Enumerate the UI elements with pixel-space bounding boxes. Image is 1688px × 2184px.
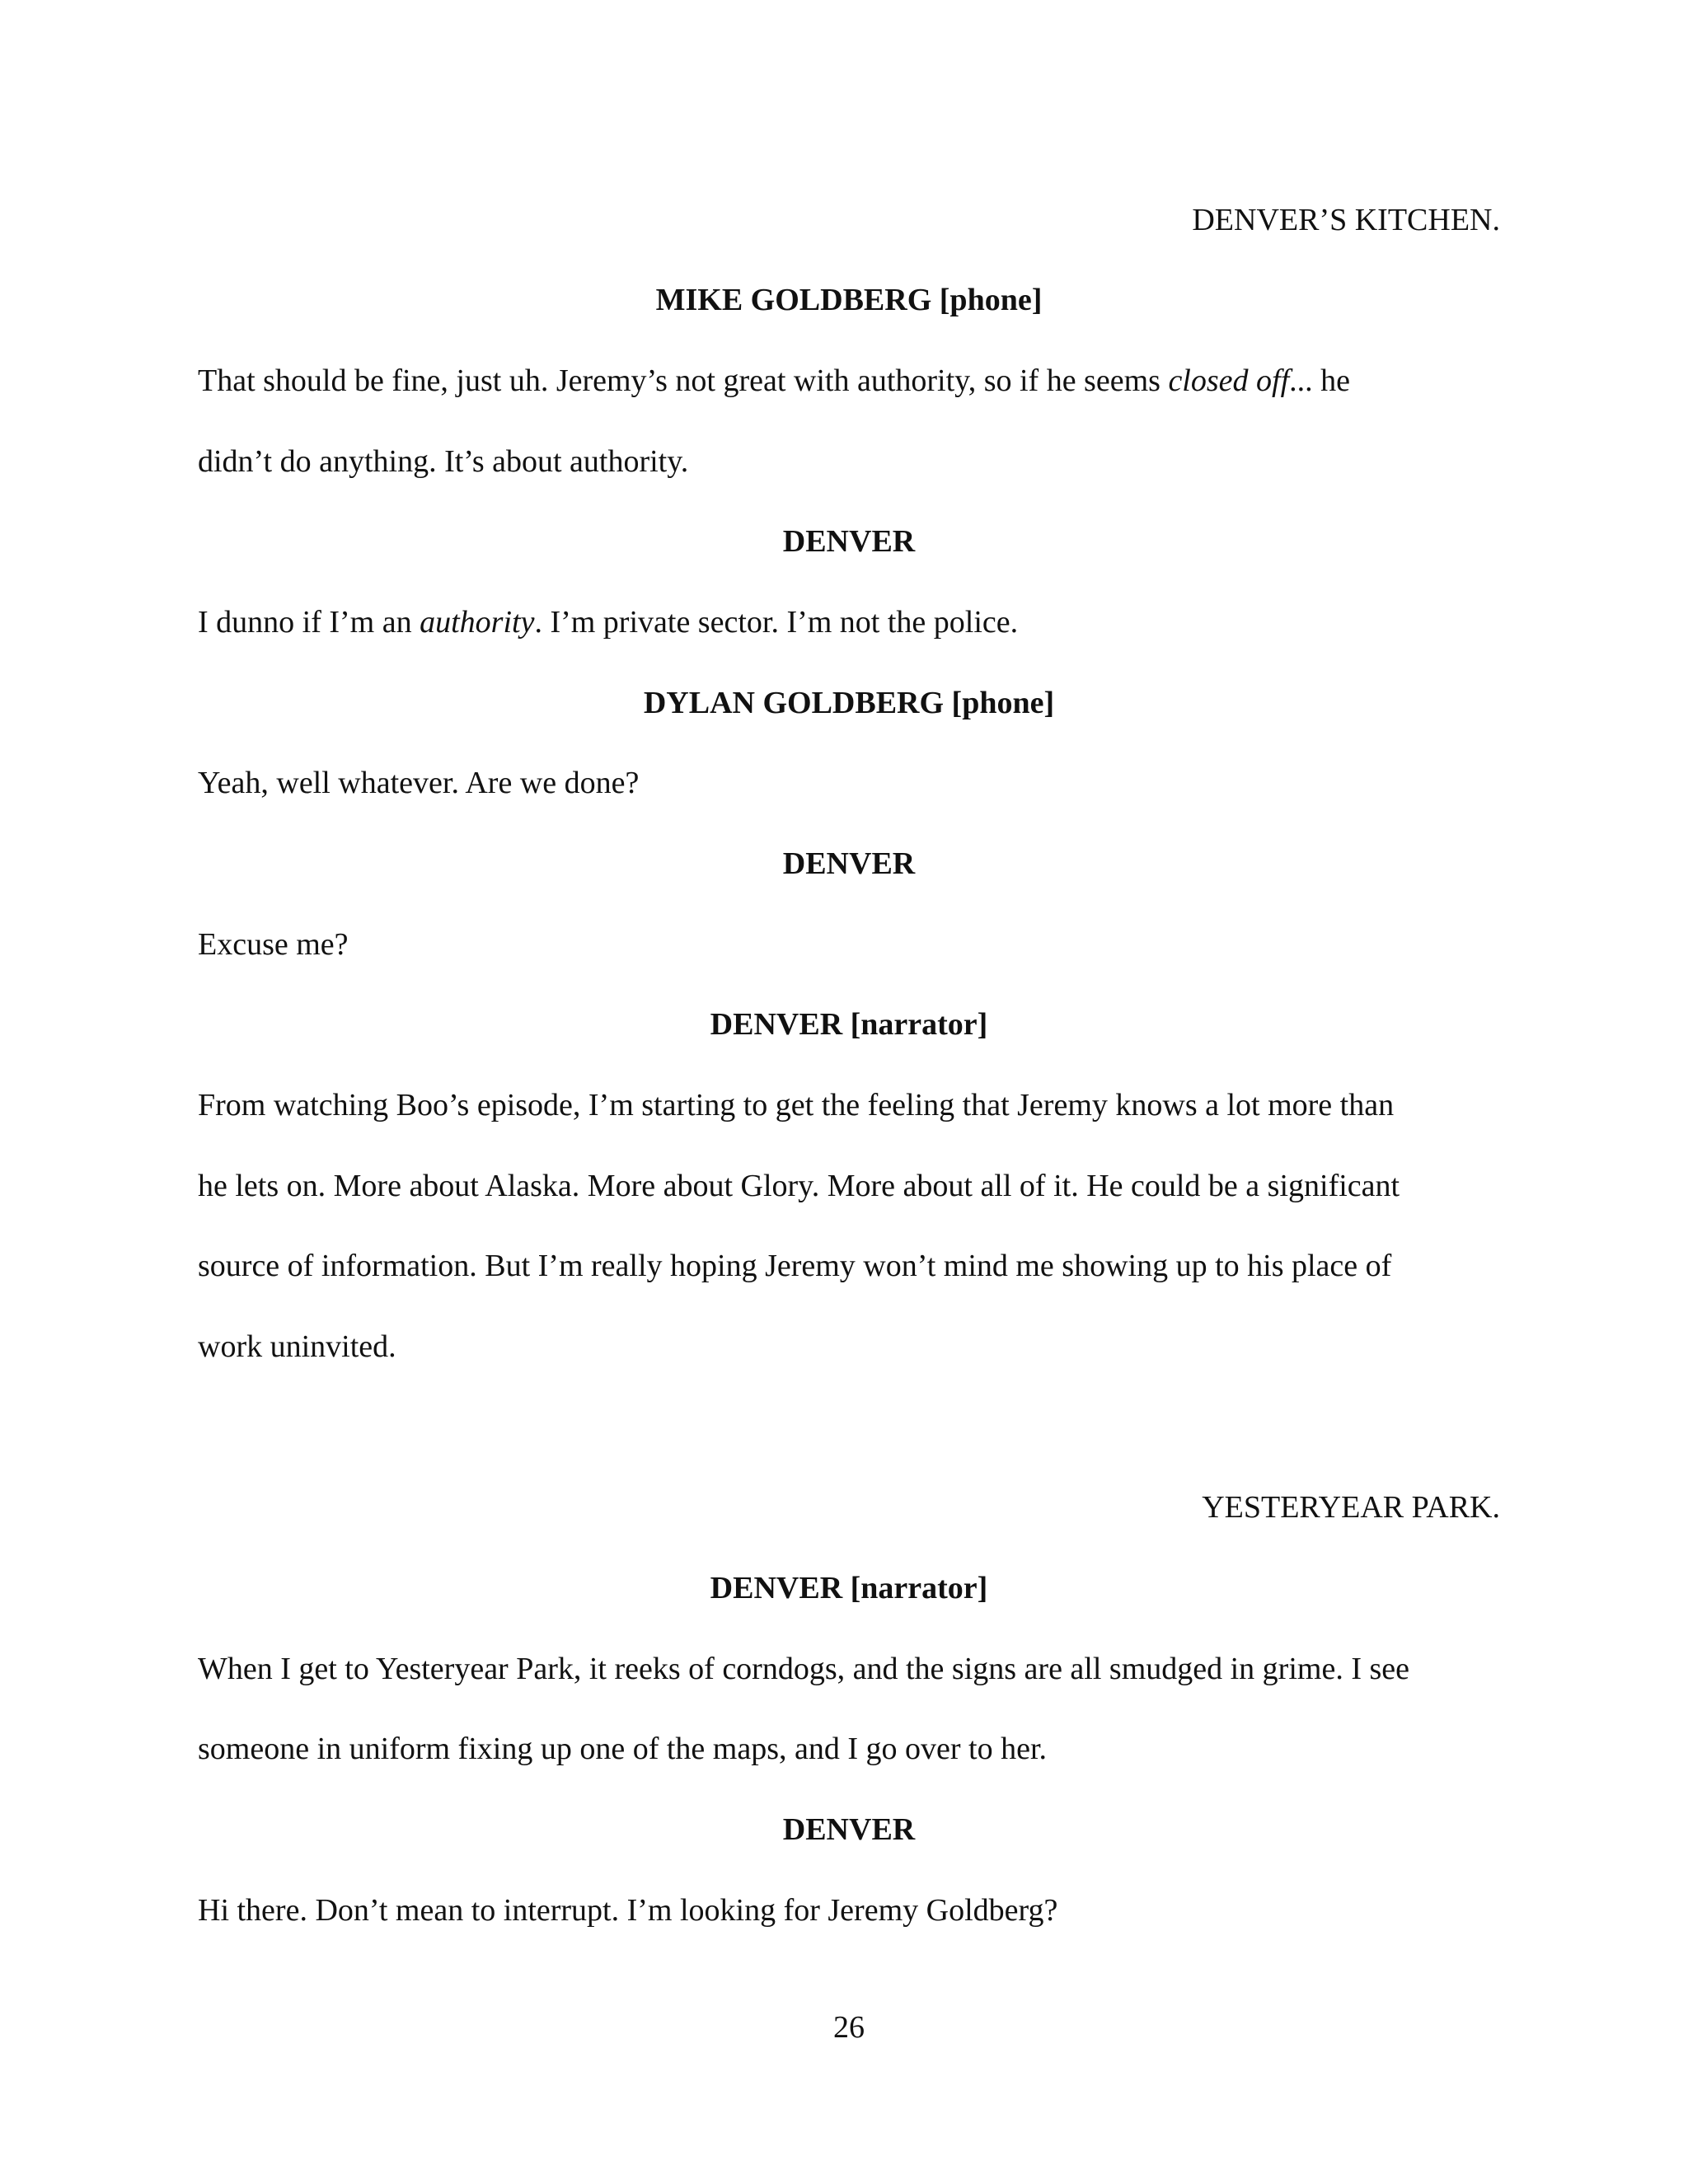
dialogue-denver-1 — [198, 607, 1500, 638]
narration-line-2: he lets on. More about Alaska. More about Glory. More about all of it. He could be a significant — [198, 1169, 1400, 1203]
narration-line-3: source of information. But I’m really hoping Jeremy won’t mind me showing up to his place of — [198, 1249, 1392, 1283]
narration-line-4: work uninvited. — [198, 1329, 396, 1364]
speaker-denver: DENVER — [782, 524, 916, 559]
speaker-denver: DENVER — [782, 846, 916, 881]
speaker-denver-narrator: DENVER [narrator] — [710, 1571, 988, 1605]
dialogue-italic-text: closed off — [1168, 363, 1290, 398]
dialogue-text: I dunno if I’m an — [198, 605, 420, 640]
dialogue-text: That should be fine, just uh. Jeremy’s not great with authority, so if he seems — [198, 363, 1169, 398]
narration-park-line-2: someone in uniform fixing up one of the maps, and I go over to her. — [198, 1732, 1048, 1766]
dialogue-italic-text: authority — [420, 605, 535, 640]
speaker-dylan-goldberg: DYLAN GOLDBERG [phone] — [643, 686, 1055, 720]
dialogue-denver-3: Hi there. Don’t mean to interrupt. I’m looking for Jeremy Goldberg? — [198, 1893, 1058, 1928]
scene-heading-kitchen: DENVER’S KITCHEN. — [1192, 203, 1500, 237]
speaker-mike-goldberg: MIKE GOLDBERG [phone] — [655, 283, 1043, 317]
dialogue-mike-line-1 — [198, 365, 1500, 396]
narration-line-1: From watching Boo’s episode, I’m starting to get the feeling that Jeremy knows a lot more than — [198, 1088, 1395, 1122]
dialogue-dylan: Yeah, well whatever. Are we done? — [198, 766, 640, 800]
speaker-denver: DENVER — [782, 1812, 916, 1847]
scene-heading-park: YESTERYEAR PARK. — [1202, 1490, 1500, 1525]
narration-park-line-1: When I get to Yesteryear Park, it reeks of corndogs, and the signs are all smudged in grime. I see — [198, 1652, 1409, 1686]
page-number: 26 — [833, 2010, 865, 2045]
dialogue-denver-2: Excuse me? — [198, 927, 349, 962]
dialogue-mike-line-2: didn’t do anything. It’s about authority. — [198, 444, 689, 479]
speaker-denver-narrator: DENVER [narrator] — [710, 1007, 988, 1042]
dialogue-text: . I’m private sector. I’m not the police. — [534, 605, 1019, 640]
dialogue-text: ... he — [1289, 363, 1351, 398]
